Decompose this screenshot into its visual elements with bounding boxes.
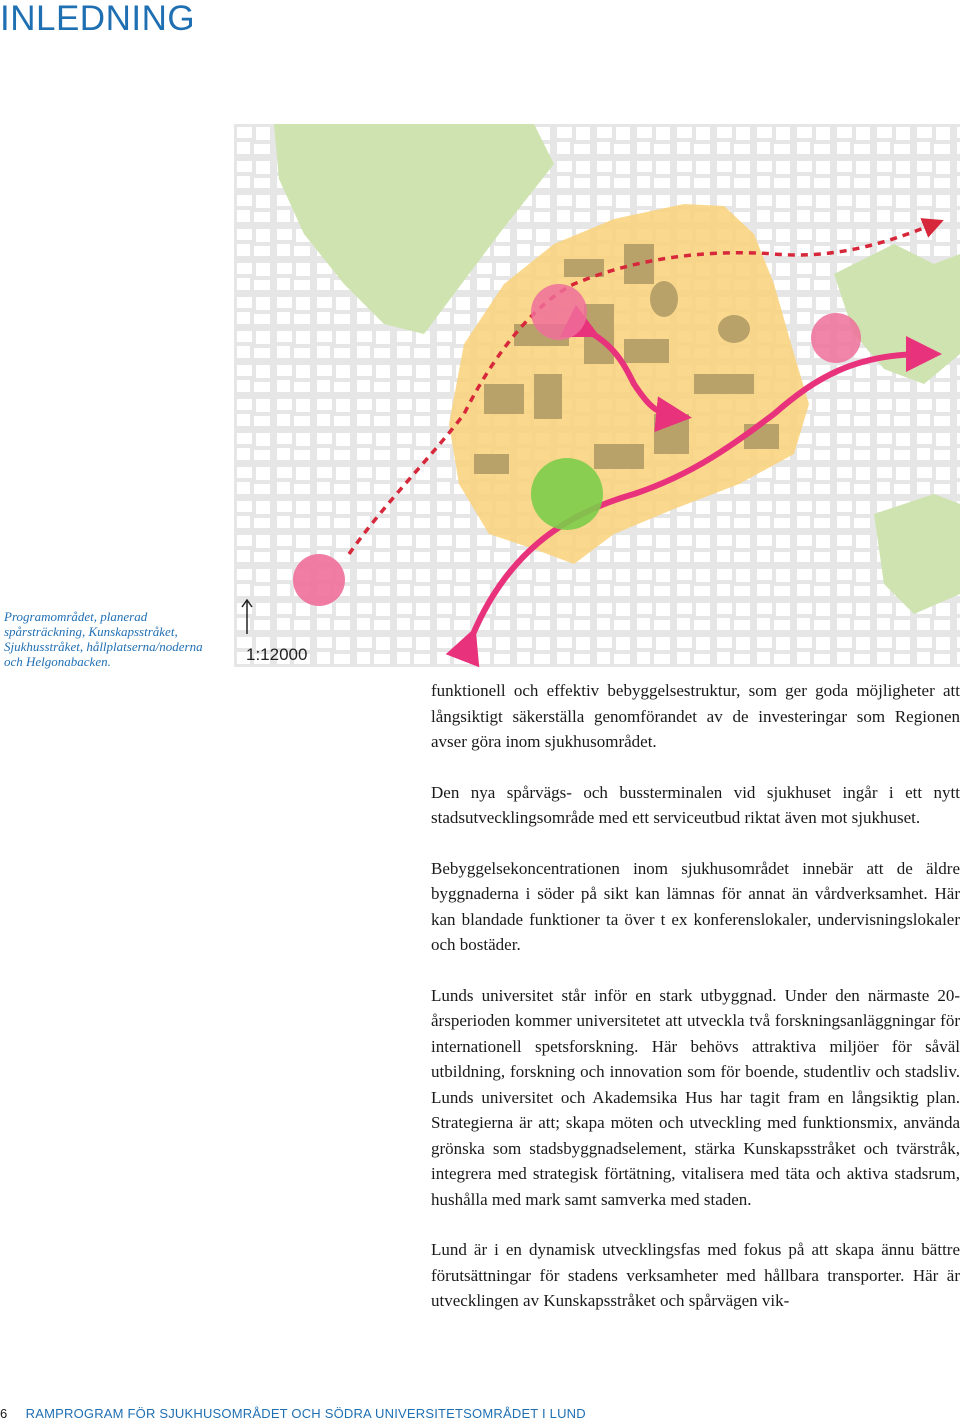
document-title: RAMPROGRAM FÖR SJUKHUSOMRÅDET OCH SÖDRA UNIVERSITETSOMRÅDET I LUND xyxy=(25,1406,586,1421)
stop-node-east xyxy=(811,313,861,363)
stop-node-west xyxy=(293,554,345,606)
paragraph: Den nya spårvägs- och bussterminalen vid sjukhuset ingår i ett nytt stadsutvecklingsområde med ett serviceutbud riktat även mot sjukhuset. xyxy=(431,782,960,827)
paragraph: funktionell och effektiv bebyggelsestruktur, som ger goda möjligheter att långsiktigt säkerställa genomförandet av de investeringar som Regionen avser göra inom sjukhusområdet. xyxy=(431,681,960,751)
paragraph: Lund är i en dynamisk utvecklingsfas med fokus på att skapa ännu bättre förutsättningar för stadens verksamheter med hållbara transporter. Här är utvecklingen av Kunskapsstråket och spårvägen vik- xyxy=(431,1240,960,1310)
north-arrow-icon xyxy=(240,598,254,634)
map-caption: Programområdet, planerad spårsträckning, Kunskapsstråket, Sjukhusstråket, hållplatserna/noderna och Helgonabacken. xyxy=(4,609,203,669)
page-heading: INLEDNING xyxy=(0,0,196,38)
body-text xyxy=(431,678,960,1314)
paragraph: Lunds universitet står inför en stark utbyggnad. Under den närmaste 20-årsperioden kommer universitetet att utveckla två forskningsanläggningar för internationell spetsforskning. Här behövs attraktiva miljöer för såväl utbildning, forskning och innovation som för boende, studentliv och stadsliv. Lunds universitet och Akademsika Hus har tagit fram en långsiktig plan. Strategierna är att; skapa möten och utveckling med funktionsmix, använda grönska som stadsbyggnadselement, stärka Kunskapsstråket och tvärstråk, integrera med strategisk förtätning, vitalisera med täta och aktiva stadsrum, hushålla med mark samt samverka med staden. xyxy=(431,985,960,1209)
page-number: 6 xyxy=(0,1406,8,1421)
site-map xyxy=(234,124,960,667)
green-node xyxy=(531,458,603,530)
map-graphic xyxy=(234,124,960,667)
stop-node-north xyxy=(531,284,587,340)
map-scale: 1:12000 xyxy=(246,645,308,664)
paragraph: Bebyggelsekoncentrationen inom sjukhusområdet innebär att de äldre byggnaderna i söder på sikt kan lämnas för annat än vårdverksamhet. Här kan blandade funktioner ta över t ex konferenslokaler, undervisningslokaler och bostäder. xyxy=(431,858,960,954)
page-footer xyxy=(0,1406,586,1421)
